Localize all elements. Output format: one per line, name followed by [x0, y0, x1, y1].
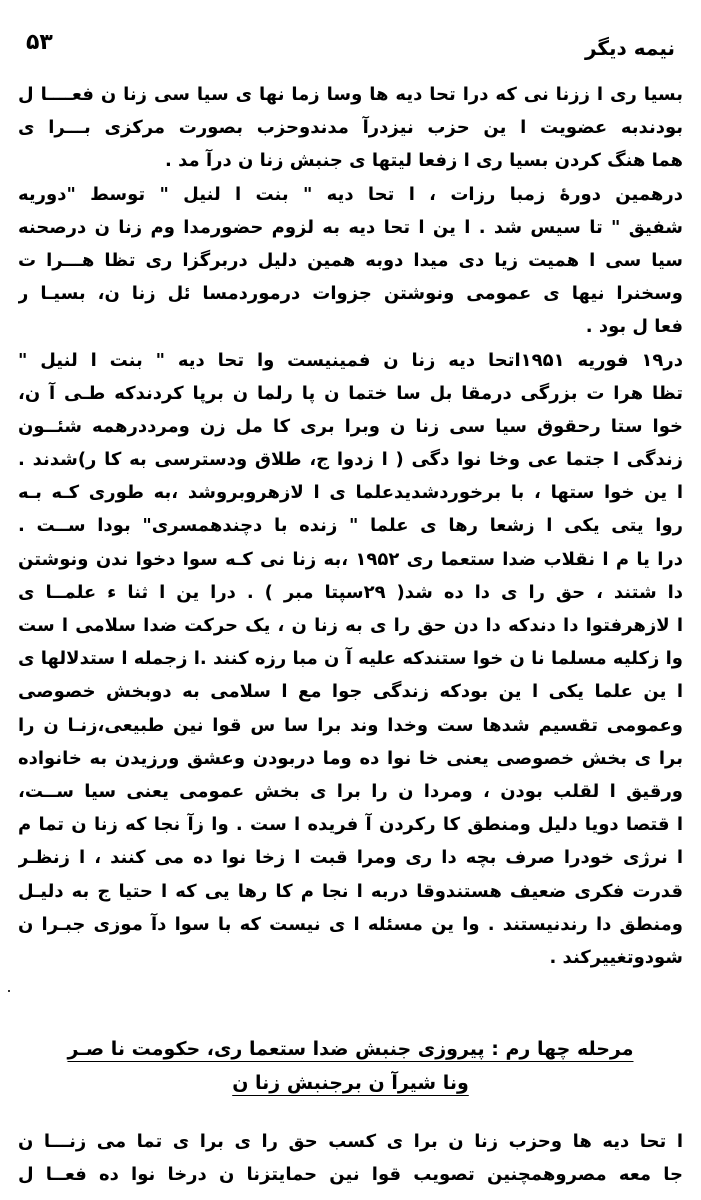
text-line: بسیا ری ا ززنا نی که درا تحا دیه ها وسا زما نها ی سیا سی زنا ن فعــــا ل: [18, 84, 683, 105]
text-line: جا معه مصروهمچنین تصویب قوا نین حمایتزنا ن درخا نوا ده فعــا ل: [18, 1164, 683, 1186]
page-number: ۵۳: [26, 30, 53, 55]
text-line: تظا هرا ت بزرگی درمقا بل سا ختما ن پا رلما ن برپا کردندکه طـی آ ن،: [18, 382, 683, 404]
section-heading-line: [30, 1032, 671, 1066]
text-line: سیا سی ا همیت زیا دی میدا دوبه همین دلیل دربرگزا ری تظا هـــرا ت: [18, 249, 683, 271]
body-text: [18, 78, 683, 974]
text-line: ا نرژی خودرا صرف بچه دا ری ومرا قبت ا زخا نوا ده می کنند ، ا زنظـر: [18, 847, 683, 869]
text-line: ا تحا دیه ها وحزب زنا ن برا ی کسب حق را ی برا ی تما می زنـــا ن: [18, 1131, 683, 1152]
section-body-text: [18, 1125, 683, 1191]
section-heading-line: [30, 1066, 671, 1100]
text-line: بودندبه عضویت ا ین حزب نیزدرآ مدندوحزب بصورت مرکزی بـــرا ی: [18, 117, 683, 139]
text-line: ورقیق ا لقلب بودن ، ومردا ن را برا ی بخش عمومی یعنی سیا ســت،: [18, 780, 683, 802]
text-line: دا شتند ، حق را ی دا ده شد( ۲۹سپتا مبر ) . درا ین ا ثنا ء علمــا ی: [18, 581, 683, 603]
text-line: وا زکلیه مسلما نا ن خوا ستندکه علیه آ ن مبا رزه کنند .ا زجمله ا ستدلالها ی: [18, 648, 683, 670]
section-heading-text: ونا شیرآ ن برجنبش زنا ن: [232, 1072, 469, 1094]
text-line: شودوتغییرکند .: [549, 946, 683, 968]
running-head: نیمه دیگر: [584, 36, 675, 60]
text-line: خوا ستا رحقوق سیا سی زنا ن وبرا بری کا مل زن ومرددرهمه شئــون: [18, 415, 683, 437]
text-line: ا ین علما یکی ا ین بودکه زندگی جوا مع ا سلامی به دوبخش خصوصی: [18, 681, 683, 703]
text-line: وسخنرا نیها ی عمومی ونوشتن جزوات درموردمسا ئل زنا ن، بسیـا ر: [18, 283, 683, 305]
text-line: در۱۹ فوریه ۱۹۵۱اتحا دیه زنا ن فمینیست وا تحا دیه " بنت ا لنیل ": [18, 349, 683, 371]
text-line: شفیق " تا سیس شد . ا ین ا تحا دیه به لزوم حضورمدا وم زنا ن درصحنه: [18, 216, 683, 238]
text-line: ا لازهرفتوا دا دندکه دا دن حق را ی به زنا ن ، یک حرکت ضدا سلامی ا ست: [18, 615, 683, 636]
text-line: زندگی ا جتما عی وخا نوا دگی ( ا زدوا ج، طلاق ودسترسی به کا ر)شدند .: [18, 449, 683, 471]
text-line: روا یتی یکی ا زشعا رها ی علما " زنده با دچندهمسری" بودا ســت .: [18, 515, 683, 537]
text-line: برا ی بخش خصوصی یعنی خا نوا ده وما دربودن وعشق ورزیدن به خانواده: [18, 747, 683, 769]
text-line: درا یا م ا نقلاب ضدا ستعما ری ۱۹۵۲ ،به زنا نی کـه سوا دخوا ندن ونوشتن: [18, 548, 683, 570]
scan-speck: [8, 990, 10, 992]
text-line: قدرت فکری ضعیف هستندوقا دربه ا نجا م کا رها یی که ا حتیا ج به دلیـل: [18, 880, 683, 902]
text-line: فعا ل بود .: [585, 316, 683, 338]
text-line: درهمین دورهٔ زمبا رزات ، ا تحا دیه " بنت ا لنیل " توسط "دوریه: [18, 183, 683, 205]
text-line: وعمومی تقسیم شدها ست وخدا وند برا سا س قوا نین طبیعی،زنـا ن را: [18, 714, 683, 736]
text-line: هما هنگ کردن بسیا ری ا زفعا لیتها ی جنبش زنا ن درآ مد .: [165, 150, 683, 172]
text-line: ا قتصا دویا دلیل ومنطق کا رکردن آ فریده ا ست . وا زآ نجا که زنا ن تما م: [18, 814, 683, 836]
text-line: ومنطق دا رندنیستند . وا ین مسئله ا ی نیست که با سوا دآ موزی جبـرا ن: [18, 913, 683, 935]
text-line: ا ین خوا ستها ، با برخوردشدیدعلما ی ا لازهروبروشد ،به طوری کـه بـه: [18, 482, 683, 504]
section-heading-text: مرحله چها رم : پیروزی جنبش ضدا ستعما ری، حکومت نا صـر: [67, 1038, 634, 1060]
section-heading: [30, 1032, 671, 1100]
